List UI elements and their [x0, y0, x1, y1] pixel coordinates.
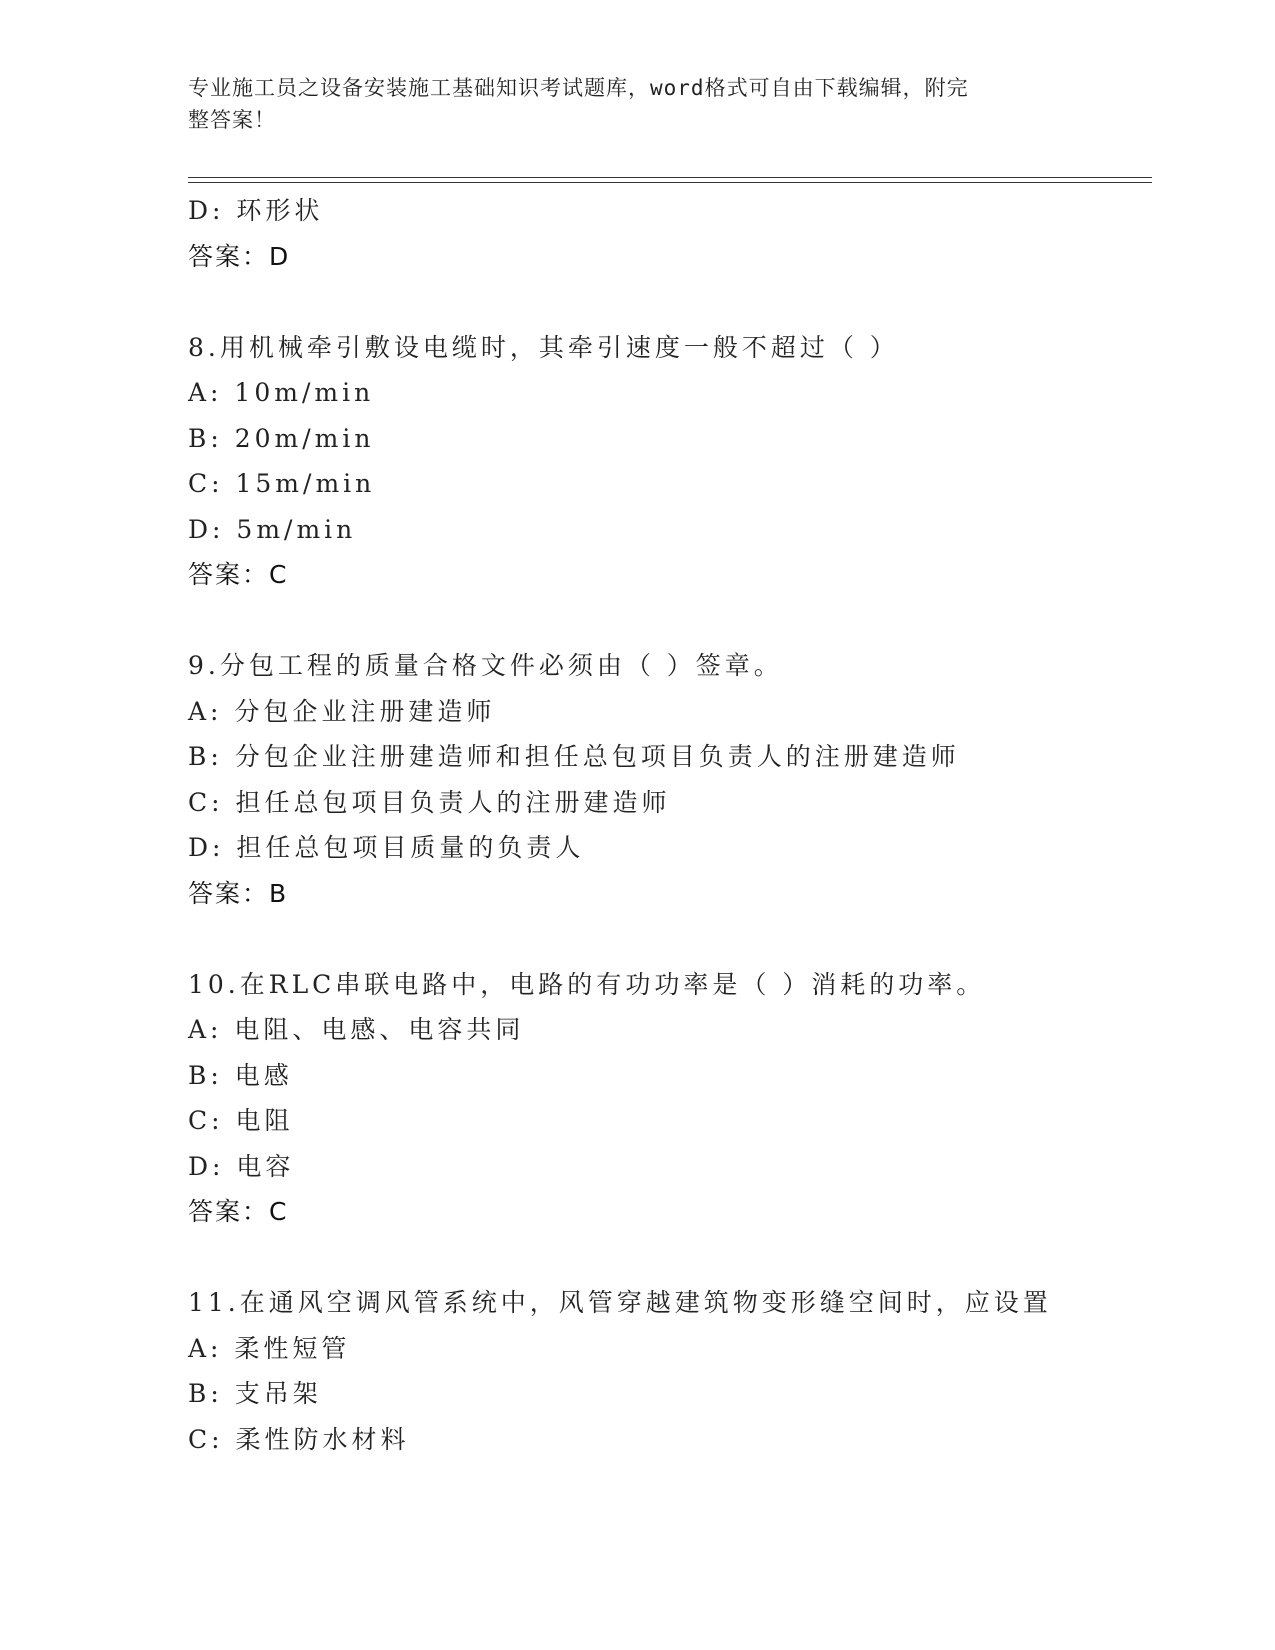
document-header: [188, 72, 1068, 136]
prev-option-d: D: 环形状: [188, 196, 324, 225]
question-10-option-b: B: 电感: [188, 1060, 293, 1090]
question-11-option-b: B: 支吊架: [188, 1379, 322, 1408]
question-9-option-d: D: 担任总包项目质量的负责人: [188, 833, 585, 862]
question-10-option-c: C: 电阻: [188, 1106, 294, 1135]
question-list: [188, 188, 1152, 1462]
spacer: [188, 1235, 1152, 1281]
header-divider-bottom: [188, 182, 1152, 183]
question-11-option-c: C: 柔性防水材料: [188, 1424, 410, 1454]
question-9-text: 9.分包工程的质量合格文件必须由（ ）签章。: [188, 651, 783, 680]
question-11-option-a: A: 柔性短管: [188, 1333, 351, 1363]
question-8-option-b: B: 20m/min: [188, 423, 375, 453]
question-8-option-a: A: 10m/min: [188, 378, 375, 407]
question-11-text: 11.在通风空调风管系统中，风管穿越建筑物变形缝空间时，应设置: [188, 1288, 1052, 1317]
question-9-option-b: B: 分包企业注册建造师和担任总包项目负责人的注册建造师: [188, 742, 960, 771]
question-10-option-a: A: 电阻、电感、电容共同: [188, 1015, 525, 1044]
question-8-text: 8.用机械牵引敷设电缆时，其牵引速度一般不超过（ ）: [188, 332, 899, 362]
spacer: [188, 598, 1152, 644]
question-10-text: 10.在RLC串联电路中，电路的有功功率是（ ）消耗的功率。: [188, 969, 986, 999]
question-8-option-c: C: 15m/min: [188, 469, 376, 498]
header-line-2: 整答案！: [188, 108, 276, 132]
question-9-option-c: C: 担任总包项目负责人的注册建造师: [188, 787, 671, 817]
question-8-option-d: D: 5m/min: [188, 514, 357, 544]
question-9-option-a: A: 分包企业注册建造师: [188, 696, 496, 726]
question-9-answer: 答案：B: [188, 878, 289, 908]
header-line-1: 专业施工员之设备安装施工基础知识考试题库，word格式可自由下载编辑，附完: [188, 76, 969, 100]
spacer: [188, 279, 1152, 325]
header-divider-top: [188, 177, 1152, 178]
spacer: [188, 916, 1152, 962]
question-10-option-d: D: 电容: [188, 1151, 295, 1181]
prev-answer: 答案：D: [188, 241, 291, 271]
question-10-answer: 答案：C: [188, 1197, 289, 1226]
question-8-answer: 答案：C: [188, 560, 289, 589]
